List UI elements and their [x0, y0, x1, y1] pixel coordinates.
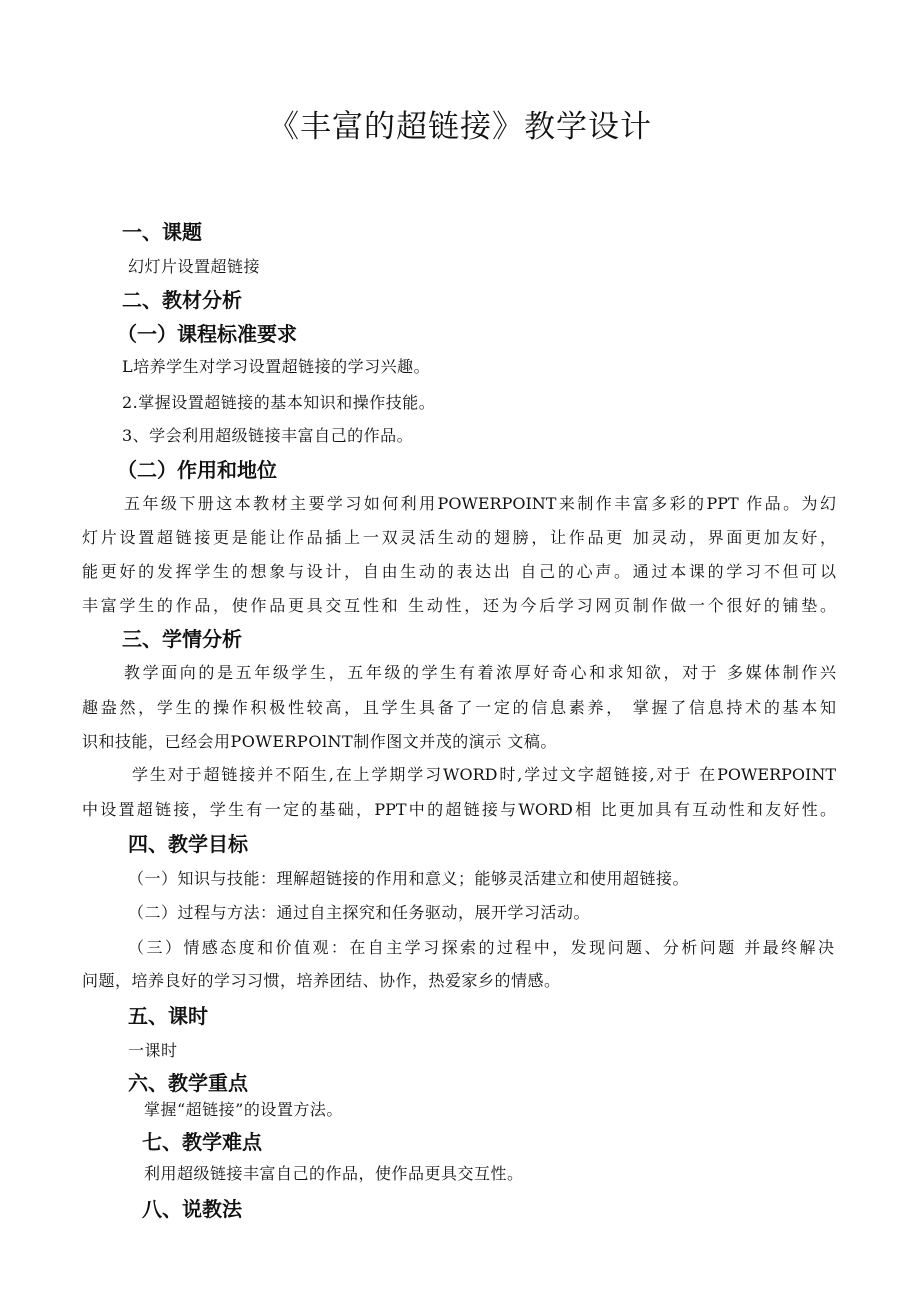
list-item: 3、学会利用超级链接丰富自己的作品。: [122, 426, 414, 445]
section-heading-topic: 一、课题: [122, 220, 202, 244]
page-title: 《丰富的超链接》教学设计: [268, 109, 652, 145]
paragraph-line: 教学面向的是五年级学生，五年级的学生有着浓厚好奇心和求知欲，对于 多媒体制作兴: [124, 663, 836, 682]
list-item: L培养学生对学习设置超链接的学习兴趣。: [122, 357, 431, 376]
section-heading-student-analysis: 三、学情分析: [122, 627, 242, 651]
paragraph-line: （三）情感态度和价值观：在自主学习探索的过程中，发现问题、分析问题 并最终解决: [128, 938, 834, 957]
paragraph-line: 能更好的发挥学生的想象与设计，自由生动的表达出 自己的心声。通过本课的学习不但可以: [82, 562, 836, 581]
section-heading-class-hours: 五、课时: [128, 1004, 208, 1028]
key-points-text: 掌握“超链接”的设置方法。: [144, 1100, 343, 1119]
section-heading-teaching-methods: 八、说教法: [142, 1197, 242, 1221]
paragraph-line: 五年级下册这本教材主要学习如何利用POWERPOINT来制作丰富多彩的PPT 作品。为幻: [124, 494, 836, 513]
paragraph-line: 识和技能，已经会用POWERPOlNT制作图文并茂的演示 文稿。: [82, 732, 557, 751]
section-heading-key-points: 六、教学重点: [128, 1071, 248, 1095]
difficulties-text: 利用超级链接丰富自己的作品，使作品更具交互性。: [144, 1164, 524, 1183]
subheading-role-and-position: （二）作用和地位: [117, 458, 277, 482]
subheading-curriculum-standards: （一）课程标准要求: [117, 322, 297, 346]
topic-text: 幻灯片设置超链接: [128, 257, 261, 276]
paragraph-line: 学生对于超链接并不陌生,在上学期学习WORD时,学过文字超链接,对于 在POWERPOINT: [132, 765, 836, 784]
list-item: 2.掌握设置超链接的基本知识和操作技能。: [122, 393, 436, 412]
paragraph-line: 中设置超链接，学生有一定的基础，PPT中的超链接与WORD相 比更加具有互动性和友好性。: [82, 800, 836, 819]
goal-item: （一）知识与技能：理解超链接的作用和意义；能够灵活建立和使用超链接。: [128, 869, 690, 888]
paragraph-line: 灯片设置超链接更是能让作品插上一双灵活生动的翅膀，让作品更 加灵动，界面更加友好，: [82, 528, 836, 547]
paragraph-line: 问题，培养良好的学习习惯，培养团结、协作，热爱家乡的情感。: [82, 971, 561, 990]
class-hours-text: 一课时: [128, 1041, 178, 1060]
paragraph-line: 趣盎然，学生的操作积极性较高，且学生具备了一定的信息素养， 掌握了信息持术的基本知: [82, 698, 836, 717]
section-heading-difficulties: 七、教学难点: [142, 1130, 262, 1154]
paragraph-line: 丰富学生的作品，使作品更具交互性和 生动性，还为今后学习网页制作做一个很好的铺垫。: [82, 596, 836, 615]
section-heading-material-analysis: 二、教材分析: [122, 288, 242, 312]
section-heading-teaching-goals: 四、教学目标: [128, 832, 248, 856]
goal-item: （二）过程与方法：通过自主探究和任务驱动，展开学习活动。: [128, 903, 591, 922]
